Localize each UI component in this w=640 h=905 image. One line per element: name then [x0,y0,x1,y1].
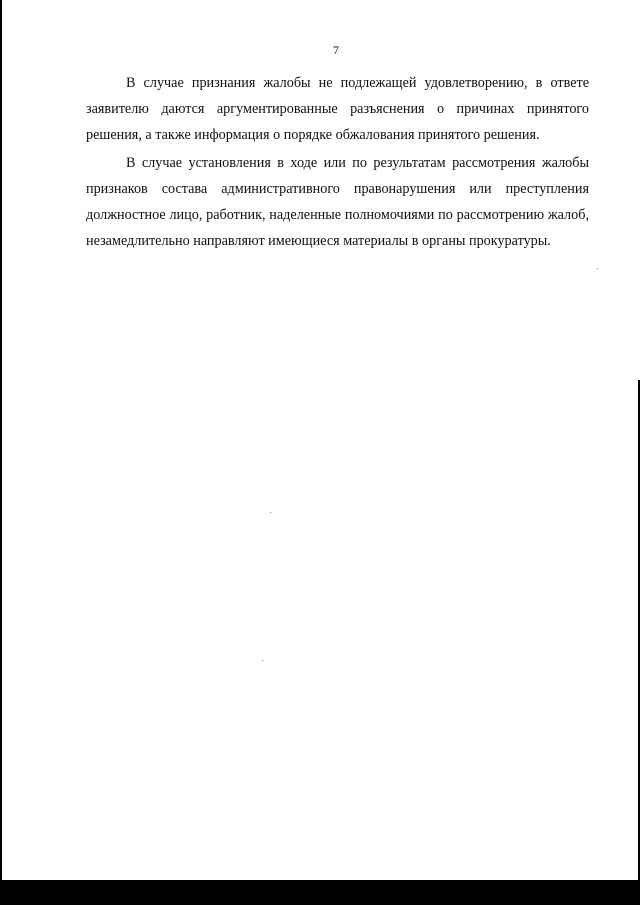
scan-bottom-band [0,880,640,905]
scan-speck [270,512,271,513]
scan-speck [262,660,263,661]
paragraph-complaint-rejected: В случае признания жалобы не подлежащей удовлетворению, в ответе заявителю даются аргументированные разъяснения о причинах принятого решения, а также информация о порядке обжалования принятого решения. [86,75,589,143]
scan-speck [597,268,598,269]
scan-left-edge [0,0,2,905]
paragraph-violation-found: В случае установления в ходе или по результатам рассмотрения жалобы признаков состава административного правонарушения или преступления должностное лицо, работник, наделенные полномочиями по рассмотрению жалоб, незамедлительно направляют имеющиеся материалы в органы прокуратуры. [86,155,589,249]
document-body [86,70,589,256]
page-number: 7 [333,43,339,57]
